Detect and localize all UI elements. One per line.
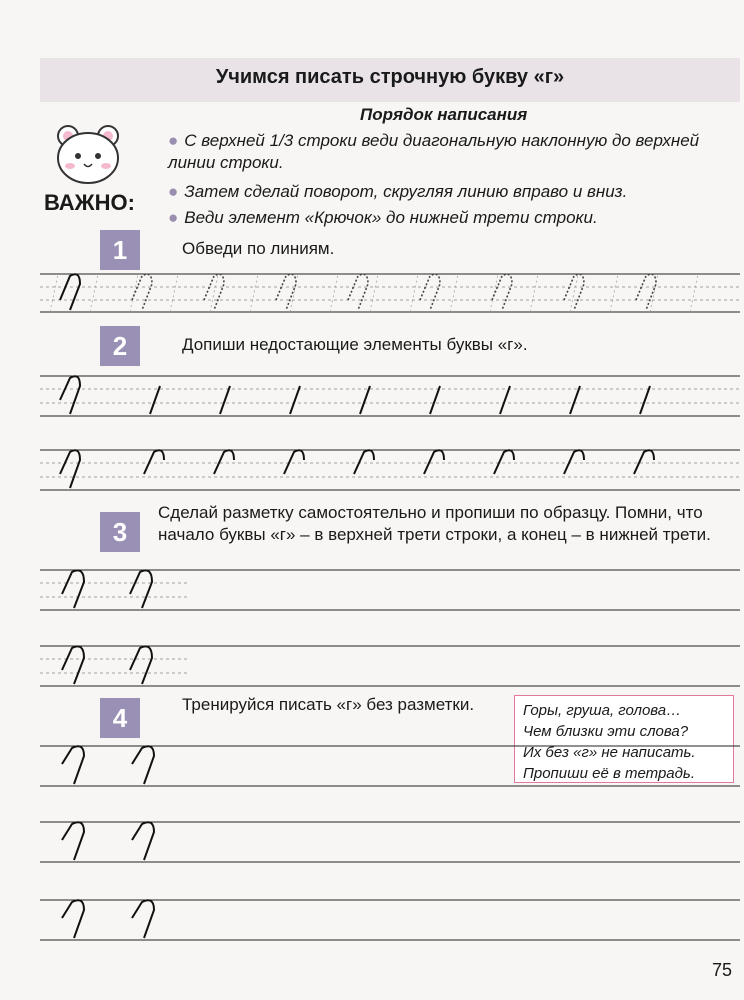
- poem-line: Их без «г» не написать.: [523, 744, 696, 761]
- subtitle: Порядок написания: [360, 105, 528, 124]
- rule-2: ● Затем сделай поворот, скругляя линию вправо и вниз.: [168, 182, 628, 201]
- task-number-2: 2: [100, 326, 140, 366]
- writing-strip-2: [40, 374, 740, 494]
- writing-strip-1: [40, 270, 740, 318]
- important-label: ВАЖНО:: [44, 190, 135, 215]
- rule-3: ● Веди элемент «Крючок» до нижней трети строки.: [168, 208, 598, 227]
- writing-strip-4: [40, 744, 740, 944]
- bear-icon: [48, 122, 128, 186]
- task-text-2: Допиши недостающие элементы буквы «г».: [182, 335, 528, 354]
- task-number-4: 4: [100, 698, 140, 738]
- rule-1: ● С верхней 1/3 строки веди диагональную наклонную до верхней линии строки.: [168, 131, 700, 172]
- poem-line: Чем близки эти слова?: [523, 723, 689, 740]
- task-text-4: Тренируйся писать «г» без разметки.: [182, 695, 475, 714]
- page-title: Учимся писать строчную букву «г»: [215, 66, 565, 88]
- page-number: 75: [712, 960, 733, 980]
- task-text-3: Сделай разметку самостоятельно и пропиши по образцу. Помни, что начало буквы «г» – в верхней трети строки, а конец – в нижней трети.: [158, 503, 711, 544]
- poem-line: Пропиши её в тетрадь.: [523, 765, 695, 782]
- task-number-1: 1: [100, 230, 140, 270]
- poem-line: Горы, груша, голова…: [523, 702, 682, 719]
- writing-strip-3: [40, 566, 740, 690]
- task-number-3: 3: [100, 512, 140, 552]
- task-text-1: Обведи по линиям.: [182, 239, 335, 258]
